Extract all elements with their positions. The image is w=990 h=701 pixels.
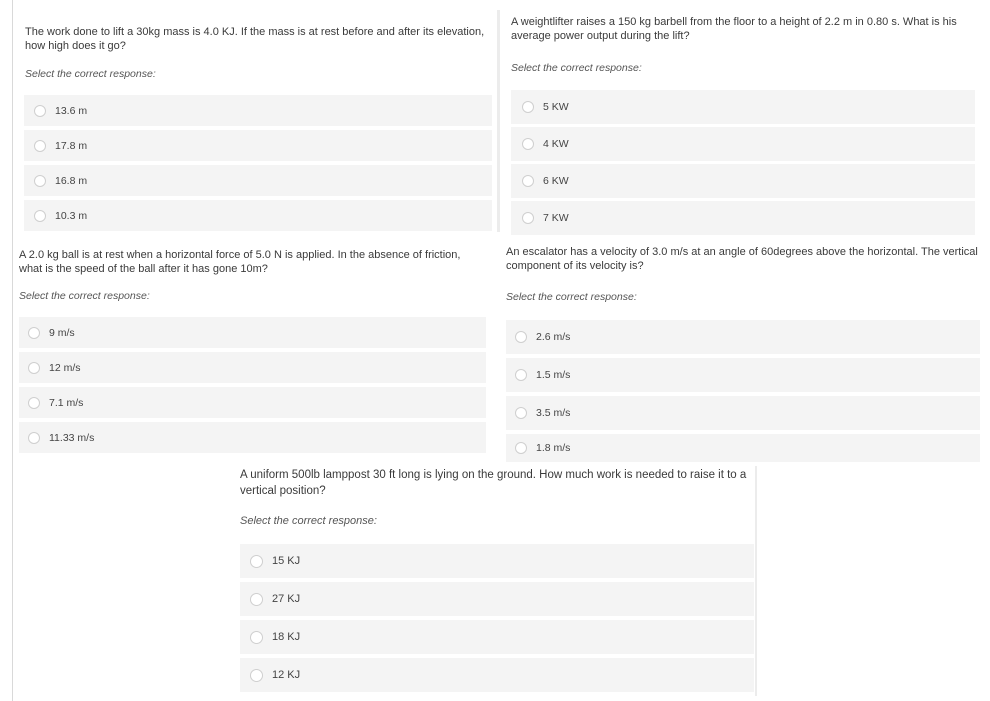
question-card — [25, 0, 495, 232]
question-card — [506, 238, 980, 464]
question-hint: Select the correct response: — [240, 515, 377, 527]
answer-option[interactable] — [240, 620, 754, 654]
radio-button[interactable] — [28, 432, 40, 444]
radio-button[interactable] — [522, 175, 534, 187]
radio-button[interactable] — [522, 138, 534, 150]
answer-option[interactable] — [24, 200, 492, 231]
radio-button[interactable] — [34, 175, 46, 187]
radio-button[interactable] — [515, 369, 527, 381]
answer-option-label: 27 KJ — [272, 593, 301, 605]
radio-button[interactable] — [250, 631, 263, 644]
answer-option-label: 1.5 m/s — [536, 369, 571, 381]
question-card — [19, 240, 489, 456]
radio-button[interactable] — [28, 362, 40, 374]
radio-button[interactable] — [250, 593, 263, 606]
question-text: A 2.0 kg ball is at rest when a horizontal force of 5.0 N is applied. In the absence of friction, what is the speed of the ball after it has gone 10m? — [19, 249, 461, 275]
answer-option-label: 7 KW — [543, 212, 569, 224]
answer-option-label: 12 m/s — [49, 361, 81, 374]
radio-button[interactable] — [28, 327, 40, 339]
question-text: A uniform 500lb lamppost 30 ft long is lying on the ground. How much work is needed to raise it to a vertical position? — [240, 469, 747, 497]
answer-option[interactable] — [19, 317, 486, 348]
answer-option[interactable] — [506, 358, 980, 392]
answer-option[interactable] — [19, 387, 486, 418]
answer-option-label: 11.33 m/s — [49, 431, 95, 444]
answer-option[interactable] — [511, 90, 975, 124]
radio-button[interactable] — [250, 555, 263, 568]
radio-button[interactable] — [522, 212, 534, 224]
question-hint: Select the correct response: — [506, 291, 637, 303]
answer-option-label: 3.5 m/s — [536, 407, 571, 419]
radio-button[interactable] — [250, 669, 263, 682]
answer-option[interactable] — [240, 658, 754, 692]
question-card — [511, 0, 976, 236]
radio-button[interactable] — [34, 140, 46, 152]
answer-option-label: 1.8 m/s — [536, 442, 571, 454]
radio-button[interactable] — [522, 101, 534, 113]
question-hint: Select the correct response: — [511, 62, 642, 74]
question-text: A weightlifter raises a 150 kg barbell from the floor to a height of 2.2 m in 0.80 s. What is his average power output during the lift? — [511, 16, 957, 42]
question-hint: Select the correct response: — [25, 68, 156, 80]
answer-option-label: 6 KW — [543, 175, 569, 187]
answer-option-label: 16.8 m — [55, 174, 88, 187]
question-text: An escalator has a velocity of 3.0 m/s at an angle of 60degrees above the horizontal. The vertical component of its velocity is? — [506, 246, 978, 272]
radio-button[interactable] — [34, 210, 46, 222]
page-frame-border — [12, 0, 13, 701]
answer-option-label: 17.8 m — [55, 139, 88, 152]
answer-option-label: 7.1 m/s — [49, 396, 84, 409]
answer-option[interactable] — [511, 164, 975, 198]
radio-button[interactable] — [515, 331, 527, 343]
answer-option-label: 15 KJ — [272, 555, 301, 567]
radio-button[interactable] — [515, 442, 527, 454]
radio-button[interactable] — [515, 407, 527, 419]
answer-option[interactable] — [24, 130, 492, 161]
answer-option-label: 10.3 m — [55, 209, 88, 222]
answer-option[interactable] — [511, 127, 975, 161]
question-hint: Select the correct response: — [19, 290, 150, 302]
column-divider — [497, 10, 500, 232]
answer-option[interactable] — [19, 352, 486, 383]
answer-option[interactable] — [240, 582, 754, 616]
answer-option[interactable] — [506, 320, 980, 354]
answer-option[interactable] — [506, 434, 980, 462]
answer-option-label: 18 KJ — [272, 631, 301, 643]
radio-button[interactable] — [28, 397, 40, 409]
question-text: The work done to lift a 30kg mass is 4.0 KJ. If the mass is at rest before and after its elevation, how high does it go? — [25, 26, 485, 52]
column-divider — [755, 466, 757, 696]
answer-option[interactable] — [19, 422, 486, 453]
answer-option-label: 2.6 m/s — [536, 331, 571, 343]
answer-option[interactable] — [24, 95, 492, 126]
answer-option[interactable] — [240, 544, 754, 578]
question-card — [240, 462, 755, 698]
answer-option-label: 13.6 m — [55, 104, 88, 117]
answer-option-label: 9 m/s — [49, 326, 75, 339]
answer-option[interactable] — [506, 396, 980, 430]
answer-option-label: 12 KJ — [272, 669, 301, 681]
answer-option-label: 5 KW — [543, 101, 569, 113]
answer-option[interactable] — [511, 201, 975, 235]
answer-option-label: 4 KW — [543, 138, 569, 150]
radio-button[interactable] — [34, 105, 46, 117]
answer-option[interactable] — [24, 165, 492, 196]
